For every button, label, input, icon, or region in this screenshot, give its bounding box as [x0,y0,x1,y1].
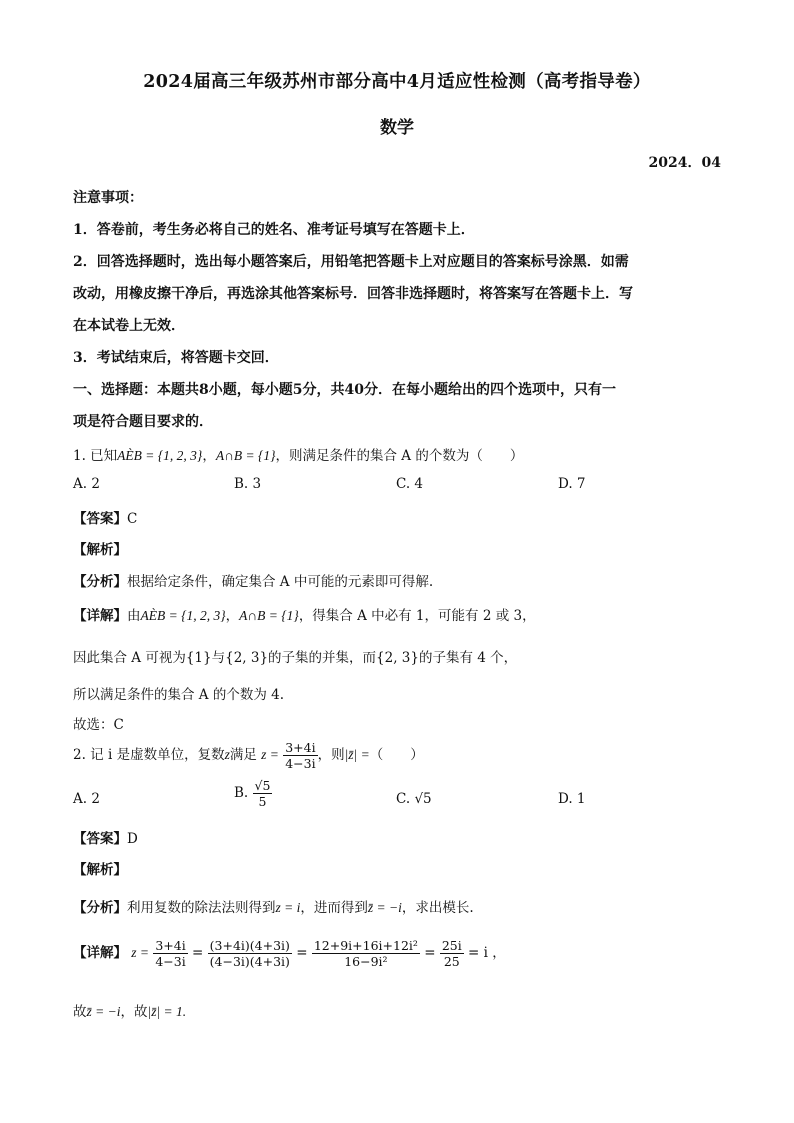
q1-option-a: A. 2 [73,476,100,492]
q1-fenxi: 【分析】根据给定条件，确定集合 A 中可能的元素即可得解. [73,574,434,590]
note-line-2a: 2．回答选择题时，选出每小题答案后，用铅笔把答题卡上对应题目的答案标号涂黑．如需 [73,254,629,270]
q2-option-c: C. √5 [396,791,432,807]
q1-xiangjie: 【详解】由AÈB = {1, 2, 3}，A∩B = {1}，得集合 A 中必有 1，可能有 2 或 3， [73,608,536,624]
q1-choice: 故选：C [73,717,124,733]
q2-option-a: A. 2 [73,791,100,807]
question-1-stem: 1. 已知AÈB = {1, 2, 3}，A∩B = {1}，则满足条件的集合 A 的个数为（ ） [73,448,524,464]
q2-xiangjie: 【详解】 z = $\frac{3+4i}{4-3i}$ = $\frac{(3+4i)(4+3i)}{(4-3i)(4+3i)}$ = $\frac{\text{12+9i+16i+12i²}}{\text{16−9i²}}$ = $\frac{25i}{25}$ = i ， [73,938,506,969]
note-line-3: 3．考试结束后，将答题卡交回． [73,350,279,366]
set-intersection-expr: A∩B = {1} [215,448,276,463]
q1-option-d: D. 7 [558,476,586,492]
note-line-1: 1．答卷前，考生务必将自己的姓名、准考证号填写在答题卡上． [73,222,475,238]
page-title: 2024届高三年级苏州市部分高中4月适应性检测（高考指导卷） [143,72,651,92]
q2-conclusion: 故z̄ = −i，故|z̄| = 1. [73,1004,187,1020]
q2-option-b: B. $\frac{√5}{5}$ [234,778,271,809]
q1-detail-line-2: 因此集合 A 可视为{1}与{2, 3}的子集的并集，而{2, 3}的子集有 4 个， [73,650,518,666]
q1-option-b: B. 3 [234,476,262,492]
section-heading-line-2: 项是符合题目要求的． [73,414,213,430]
q2-fenxi: 【分析】利用复数的除法法则得到z = i，进而得到z̄ = −i，求出模长. [73,900,474,916]
q1-answer: 【答案】C [73,511,138,527]
q2-option-d: D. 1 [558,791,586,807]
q1-detail-line-3: 所以满足条件的集合 A 的个数为 4. [73,687,285,703]
q1-analysis-tag: 【解析】 [73,542,127,558]
subject-heading: 数学 [380,118,414,138]
question-2-stem: 2. 记 i 是虚数单位，复数z满足 z = $\frac{3+4i}{4-3i}$ ，则|z̄| =（ ） [73,740,424,771]
q2-analysis-tag: 【解析】 [73,862,127,878]
exam-date: 2024．04 [648,155,721,171]
note-line-2b: 改动，用橡皮擦干净后，再选涂其他答案标号．回答非选择题时，将答案写在答题卡上．写 [73,286,633,302]
section-heading-line-1: 一、选择题：本题共8小题，每小题5分，共40分．在每小题给出的四个选项中，只有一 [73,382,616,398]
set-union-expr: AÈB = {1, 2, 3} [117,448,203,463]
notes-heading: 注意事项： [73,190,143,206]
note-line-2c: 在本试卷上无效． [73,318,185,334]
q1-option-c: C. 4 [396,476,424,492]
q2-fraction: $\frac{3+4i}{4-3i}$ [285,740,316,771]
q2-answer: 【答案】D [73,831,138,847]
